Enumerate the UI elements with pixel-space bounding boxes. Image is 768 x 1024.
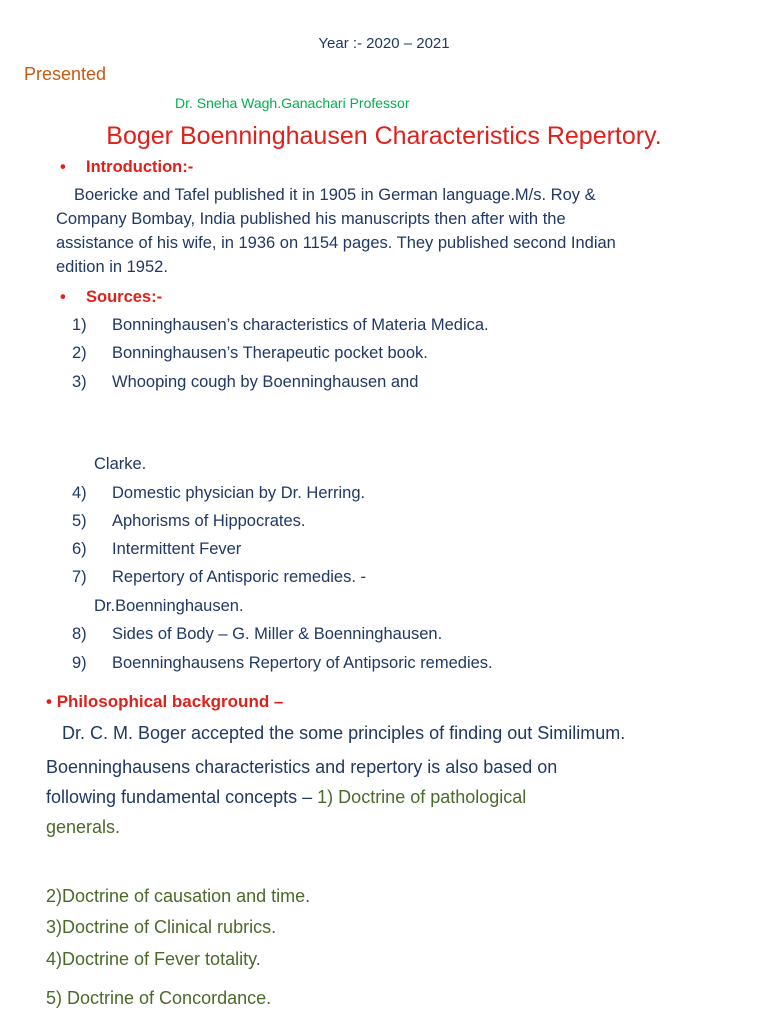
intro-line: assistance of his wife, in 1936 on 1154 pages. They published second Indian — [56, 234, 616, 252]
list-item: 4) Domestic physician by Dr. Herring. — [72, 484, 366, 502]
list-item: 9) Boenninghausens Repertory of Antipsoric remedies. — [72, 654, 493, 672]
philosophy-line: Boenninghausens characteristics and repertory is also based on — [46, 757, 558, 777]
philosophy-line: generals. — [46, 817, 121, 837]
intro-line: Company Bombay, India published his manuscripts then after with the — [56, 210, 566, 228]
list-item: 6) Intermittent Fever — [72, 540, 242, 558]
list-item: 8) Sides of Body – G. Miller & Boenninghausen. — [72, 625, 443, 643]
page-title: Boger Boenninghausen Characteristics Repertory. — [106, 122, 662, 150]
doctrine-item: 4)Doctrine of Fever totality. — [46, 949, 261, 969]
list-item: 5) Aphorisms of Hippocrates. — [72, 512, 306, 530]
list-item: Clarke. — [94, 455, 147, 473]
philosophy-heading: • Philosophical background – — [46, 692, 284, 711]
doctrine-item: 5) Doctrine of Concordance. — [46, 988, 272, 1008]
bullet-icon: • — [46, 692, 52, 711]
list-item: 1) Bonninghausen’s characteristics of Materia Medica. — [72, 316, 489, 334]
list-item: 3) Whooping cough by Boenninghausen and — [72, 373, 419, 391]
intro-line: Boericke and Tafel published it in 1905 in German language.M/s. Roy & — [74, 186, 596, 204]
introduction-paragraph — [56, 183, 726, 279]
doctrine-item: 2)Doctrine of causation and time. — [46, 886, 311, 906]
list-item: Dr.Boenninghausen. — [94, 597, 244, 615]
doctrine-item: 3)Doctrine of Clinical rubrics. — [46, 917, 277, 937]
philosophy-line: following fundamental concepts – 1) Doctrine of pathological — [46, 787, 527, 807]
list-item: 7) Repertory of Antisporic remedies. - — [72, 568, 367, 586]
introduction-heading: • Introduction:- — [60, 158, 194, 176]
bullet-icon: • — [60, 158, 66, 176]
list-item: 2) Bonninghausen’s Therapeutic pocket book. — [72, 344, 428, 362]
philosophy-line: Dr. C. M. Boger accepted the some principles of finding out Similimum. — [62, 723, 626, 743]
bullet-icon: • — [60, 288, 66, 306]
intro-line: edition in 1952. — [56, 258, 168, 276]
sources-heading: • Sources:- — [60, 288, 163, 306]
year-line: Year :- 2020 – 2021 — [318, 35, 450, 52]
presented-label: Presented — [24, 64, 107, 84]
author-line: Dr. Sneha Wagh.Ganachari Professor — [175, 95, 410, 111]
